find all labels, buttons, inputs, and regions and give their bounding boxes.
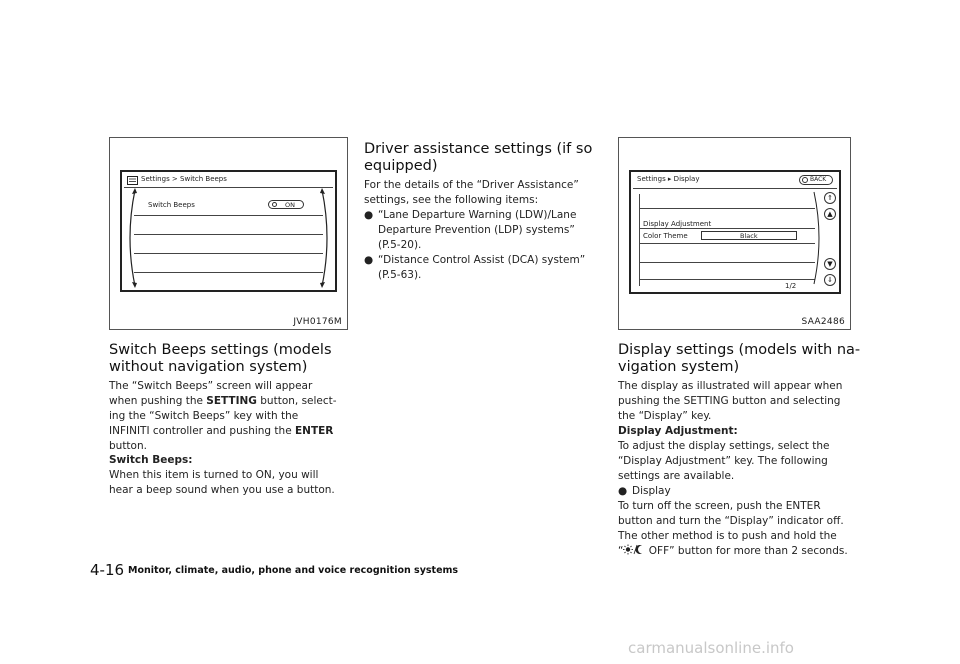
scroll-down-icon: ▼ (824, 258, 836, 270)
list-item: ● Display (618, 485, 671, 497)
scroll-arc-right-icon (320, 188, 334, 288)
list-item: ● “Lane Departure Warning (LDW)/Lane Departure Prevention (LDP) systems” (P.5-20). (364, 209, 577, 251)
display-off-paragraph: To turn off the screen, push the ENTER button and turn the “Display” indicator off. The other method is to push and hold the “ OFF” button for more than 2 seconds. (618, 500, 848, 557)
settings-icon (127, 176, 138, 185)
driver-assistance-intro: For the details of the “Driver Assistance” settings, see the following items: (364, 179, 579, 206)
screen-breadcrumb: Settings > Switch Beeps (141, 175, 227, 183)
list-row-divider (639, 262, 815, 263)
display-adjustment-paragraph: To adjust the display settings, select the “Display Adjustment” key. The following settings are available. (618, 440, 830, 482)
color-theme-value-box: Black (701, 231, 797, 240)
menu-display-adjustment: Display Adjustment (643, 220, 712, 228)
page-up-double-icon: ⇑ (824, 192, 836, 204)
page-indicator: 1/2 (785, 282, 797, 290)
toggle-value: ON (285, 201, 295, 209)
list-row-divider (639, 228, 815, 229)
switch-beeps-description: When this item is turned to ON, you will hear a beep sound when you use a button. (109, 469, 335, 496)
display-settings-screen (629, 170, 841, 294)
switch-beeps-row-label: Switch Beeps (148, 201, 195, 209)
scroll-up-icon: ▲ (824, 208, 836, 220)
back-button: BACK (799, 175, 833, 185)
figure-switch-beeps (109, 137, 348, 330)
list-row-divider (639, 243, 815, 244)
screen-breadcrumb: Settings ▸ Display (637, 175, 700, 183)
list-row-divider (134, 234, 323, 235)
switch-beeps-paragraph: The “Switch Beeps” screen will appear when pushing the SETTING button, select- ing the “Switch Beeps” key with the INFINITI controller and pushing the ENTER button. (109, 380, 337, 452)
display-adjustment-subhead: Display Adjustment: (618, 425, 738, 437)
scroll-arc-left-icon (123, 188, 137, 288)
switch-beeps-screen (120, 170, 337, 292)
section-title-display-settings: Display settings (models with na- vigation system) (618, 342, 861, 375)
figure-display-settings (618, 137, 851, 330)
back-circle-icon (802, 177, 808, 183)
watermark: carmanualsonline.info (628, 639, 794, 657)
list-item: ● “Distance Control Assist (DCA) system” (P.5-63). (364, 254, 586, 281)
display-intro-paragraph: The display as illustrated will appear when pushing the SETTING button and selecting the “Display” key. (618, 380, 843, 422)
screen-header-divider (124, 187, 333, 188)
page-number: 4-16 (90, 561, 125, 579)
list-row-divider (134, 215, 323, 216)
screen-header-divider (633, 188, 837, 189)
toggle-circle-icon (272, 202, 277, 207)
toggle-on-indicator (268, 200, 304, 209)
page-down-double-icon: ⇓ (824, 274, 836, 286)
figure-code: SAA2486 (801, 317, 845, 327)
list-row-divider (134, 272, 323, 273)
section-title-driver-assistance: Driver assistance settings (if so equipped) (364, 141, 593, 174)
list-row-divider (134, 253, 323, 254)
scroll-arc-right-icon (813, 190, 825, 286)
switch-beeps-subhead: Switch Beeps: (109, 454, 193, 466)
figure-code: JVH0176M (293, 317, 342, 327)
list-row-divider (639, 279, 815, 280)
brightness-moon-icon (623, 544, 645, 555)
chapter-title: Monitor, climate, audio, phone and voice recognition systems (128, 565, 459, 576)
section-title-switch-beeps: Switch Beeps settings (models without navigation system) (109, 342, 332, 375)
menu-color-theme: Color Theme (643, 232, 688, 240)
list-row-divider (639, 208, 815, 209)
